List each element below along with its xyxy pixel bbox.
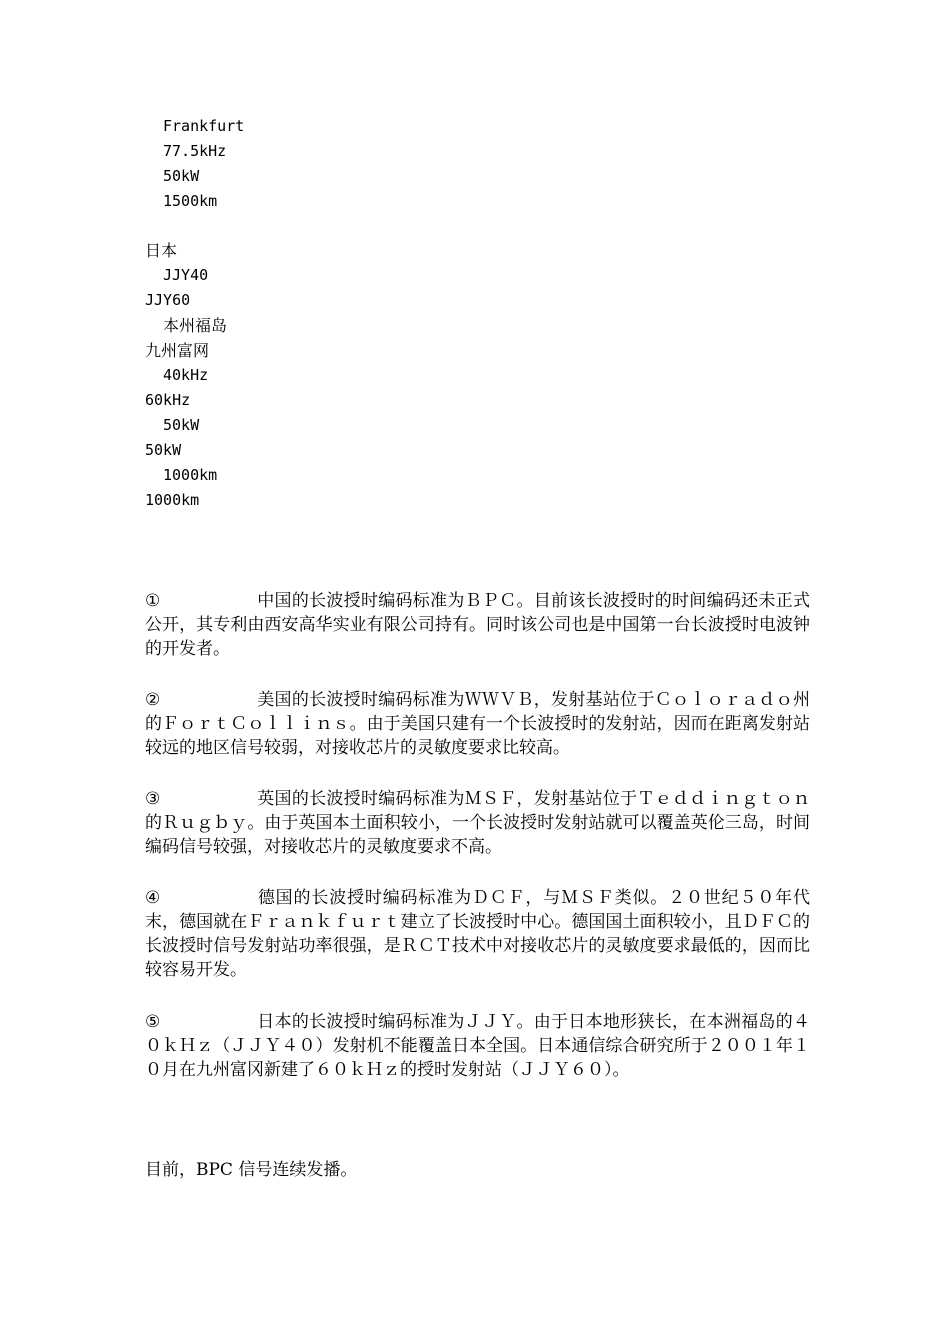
paragraph-japan	[145, 1010, 810, 1082]
paragraph-marker: ①	[145, 591, 161, 611]
table-line: 日本	[145, 241, 178, 260]
table-line: 50kW	[163, 167, 200, 185]
paragraph-china	[145, 589, 810, 661]
table-line: 40kHz	[163, 366, 209, 384]
paragraph-marker: ②	[145, 690, 161, 710]
paragraph-text: 美国的长波授时编码标准为ＷＷＶＢ，发射基站位于Ｃｏｌｏｒａｄｏ州的ＦｏｒｔＣｏｌｌｉｎｓ。由于美国只建有一个长波授时的发射站，因而在距离发射站较远的地区信号较弱，对接收芯片的灵敏度要求比较高。	[145, 690, 810, 758]
table-line: 77.5kHz	[163, 142, 227, 160]
table-line: 50kW	[145, 441, 182, 459]
table-line: JJY60	[145, 291, 191, 309]
paragraph-marker: ④	[145, 888, 161, 908]
table-gap	[145, 214, 545, 238]
paragraph-text: 德国的长波授时编码标准为ＤＣＦ，与ＭＳＦ类似。２０世纪５０年代末，德国就在Ｆｒａｎｋｆｕｒｔ建立了长波授时中心。德国国土面积较小，且ＤＦＣ的长波授时信号发射站功率很强，是ＲＣＴ技术中对接收芯片的灵敏度要求最低的，因而比较容易开发。	[145, 888, 810, 980]
closing-statement: 目前，BPC 信号连续发播。	[145, 1160, 358, 1180]
table-line: 60kHz	[145, 391, 191, 409]
paragraph-usa	[145, 688, 810, 760]
table-line: JJY40	[163, 266, 209, 284]
table-line: 九州富网	[145, 341, 210, 360]
table-line: 1500km	[163, 192, 218, 210]
paragraph-marker: ③	[145, 789, 161, 809]
table-line: Frankfurt	[163, 117, 245, 135]
paragraph-text: 日本的长波授时编码标准为ＪＪＹ。由于日本地形狭长，在本洲福岛的４０ｋＨｚ（ＪＪＹ４０）发射机不能覆盖日本全国。日本通信综合研究所于２００１年１０月在九州富冈新建了６０ｋＨｚ的授时发射站（ＪＪＹ６０）。	[145, 1012, 810, 1080]
paragraph-germany	[145, 886, 810, 982]
table-line: 1000km	[163, 466, 218, 484]
paragraph-text: 英国的长波授时编码标准为ＭＳＦ，发射基站位于Ｔｅｄｄｉｎｇｔｏｎ的Ｒｕｇｂｙ。由于英国本土面积较小，一个长波授时发射站就可以覆盖英伦三岛，时间编码信号较强，对接收芯片的灵敏度要求不高。	[145, 789, 810, 857]
paragraph-text: 中国的长波授时编码标准为ＢＰＣ。目前该长波授时的时间编码还未正式公开，其专利由西安高华实业有限公司持有。同时该公司也是中国第一台长波授时电波钟的开发者。	[145, 591, 810, 659]
station-table-fragment	[145, 114, 545, 513]
table-line: 本州福岛	[163, 316, 228, 335]
table-line: 1000km	[145, 491, 200, 509]
table-line: 50kW	[163, 416, 200, 434]
paragraph-marker: ⑤	[145, 1012, 161, 1032]
paragraph-uk	[145, 787, 810, 859]
